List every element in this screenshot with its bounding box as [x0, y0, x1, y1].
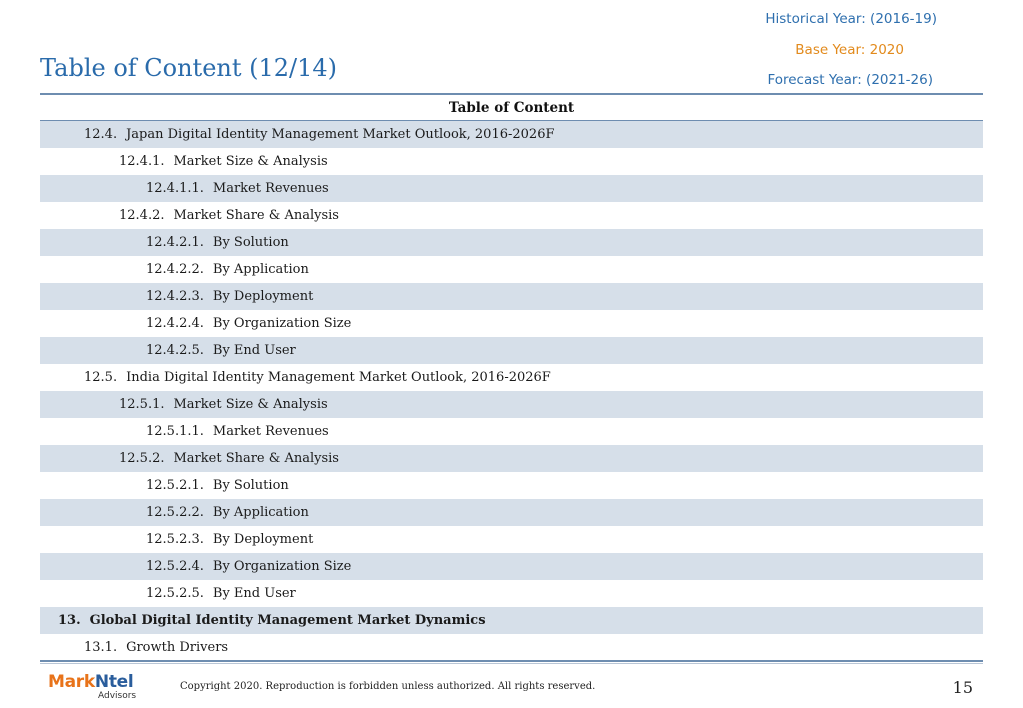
- logo-wordmark: [48, 672, 133, 692]
- toc-row-number: 12.5.2.: [119, 451, 165, 466]
- toc-row: [40, 364, 983, 391]
- toc-row: [40, 337, 983, 364]
- toc-row-text: Global Digital Identity Management Market Dynamics: [89, 613, 486, 628]
- toc-row: [40, 202, 983, 229]
- toc-row-number: 12.4.2.3.: [146, 289, 204, 304]
- toc-row-number: 12.5.2.5.: [146, 586, 204, 601]
- toc-row-text: By End User: [212, 586, 296, 601]
- toc-row-number: 13.1.: [84, 640, 118, 655]
- historical-year: Historical Year: (2016-19): [765, 11, 937, 27]
- toc-row-number: 13.: [58, 613, 81, 628]
- logo-ntel-text: Ntel: [94, 672, 134, 692]
- toc-row-text: By Organization Size: [212, 559, 352, 574]
- toc-row-number: 12.4.: [84, 127, 118, 142]
- toc-row-number: 12.4.1.1.: [146, 181, 204, 196]
- marks-ntel-logo: [48, 672, 138, 702]
- toc-row-text: Market Revenues: [212, 181, 329, 196]
- toc-row-text: By End User: [212, 343, 296, 358]
- toc-row-text: Market Size & Analysis: [173, 154, 328, 169]
- page-number: 15: [952, 678, 973, 697]
- toc-row-number: 12.5.2.4.: [146, 559, 204, 574]
- toc-row-number: 12.5.1.1.: [146, 424, 204, 439]
- table-of-content: [40, 95, 983, 661]
- toc-row: [40, 229, 983, 256]
- base-year: Base Year: 2020: [795, 42, 904, 58]
- toc-row-text: By Application: [212, 262, 309, 277]
- toc-row-number: 12.4.1.: [119, 154, 165, 169]
- toc-row: [40, 283, 983, 310]
- toc-header: Table of Content: [40, 95, 983, 121]
- toc-row-number: 12.5.1.: [119, 397, 165, 412]
- toc-row: [40, 580, 983, 607]
- toc-row: [40, 175, 983, 202]
- toc-row-text: By Deployment: [212, 532, 314, 547]
- forecast-year: Forecast Year: (2021-26): [767, 72, 933, 88]
- toc-row-text: By Solution: [212, 235, 289, 250]
- toc-row-text: Market Share & Analysis: [173, 208, 339, 223]
- toc-row-text: Market Revenues: [212, 424, 329, 439]
- year-info: [723, 0, 1023, 95]
- copyright-notice: Copyright 2020. Reproduction is forbidden unless authorized. All rights reserved.: [180, 681, 596, 692]
- footer-divider: [40, 660, 983, 662]
- toc-row: [40, 310, 983, 337]
- toc-row-number: 12.4.2.: [119, 208, 165, 223]
- toc-row-text: Market Share & Analysis: [173, 451, 339, 466]
- toc-row-text: By Organization Size: [212, 316, 352, 331]
- toc-row: [40, 121, 983, 148]
- toc-row: [40, 256, 983, 283]
- toc-row-number: 12.4.2.4.: [146, 316, 204, 331]
- toc-row-text: Growth Drivers: [126, 640, 229, 655]
- page-title: Table of Content (12/14): [40, 54, 338, 82]
- logo-mark-text: Mark: [48, 672, 95, 692]
- toc-row-number: 12.4.2.2.: [146, 262, 204, 277]
- toc-row: [40, 472, 983, 499]
- toc-row: [40, 607, 983, 634]
- footer-divider-thin: [40, 663, 983, 664]
- toc-row: [40, 445, 983, 472]
- logo-subtitle: Advisors: [98, 691, 137, 701]
- toc-row-text: By Application: [212, 505, 309, 520]
- toc-row-text: Japan Digital Identity Management Market Outlook, 2016-2026F: [126, 127, 555, 142]
- toc-row: [40, 418, 983, 445]
- toc-row-text: Market Size & Analysis: [173, 397, 328, 412]
- toc-row: [40, 526, 983, 553]
- toc-row-text: India Digital Identity Management Market Outlook, 2016-2026F: [126, 370, 551, 385]
- toc-row: [40, 634, 983, 661]
- toc-row: [40, 553, 983, 580]
- toc-row-number: 12.5.2.1.: [146, 478, 204, 493]
- toc-row-text: By Deployment: [212, 289, 314, 304]
- toc-row-number: 12.5.2.2.: [146, 505, 204, 520]
- toc-row-number: 12.4.2.5.: [146, 343, 204, 358]
- toc-row-number: 12.5.2.3.: [146, 532, 204, 547]
- toc-row-number: 12.4.2.1.: [146, 235, 204, 250]
- toc-row-text: By Solution: [212, 478, 289, 493]
- toc-row: [40, 499, 983, 526]
- toc-row-number: 12.5.: [84, 370, 118, 385]
- toc-row: [40, 148, 983, 175]
- toc-row: [40, 391, 983, 418]
